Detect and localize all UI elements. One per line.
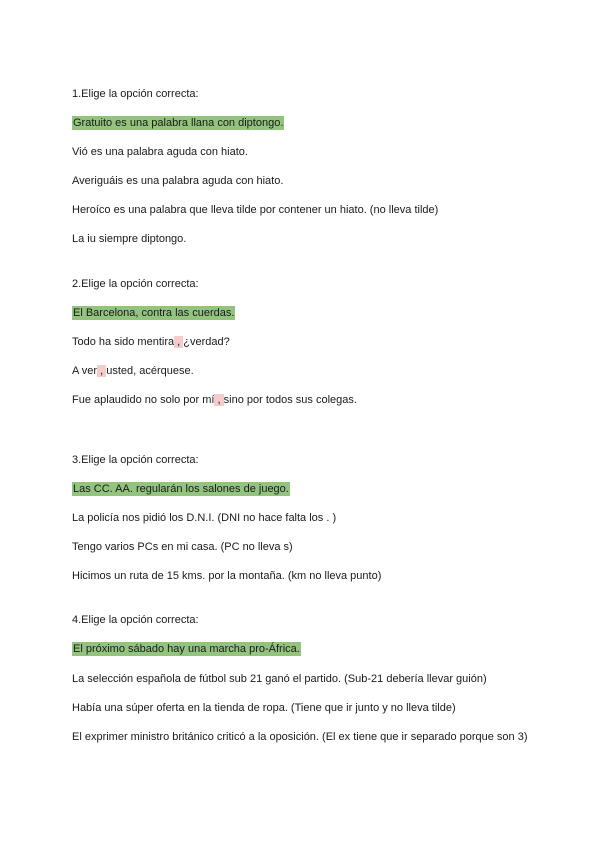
question-1-option: Averiguáis es una palabra aguda con hiato. [72,175,284,187]
comma-highlight: , [214,394,224,406]
question-4-correct-option [72,642,301,657]
question-2-correct-option [72,306,235,321]
question-4-title: 4.Elige la opción correcta: [72,614,199,626]
question-3-option: Hicimos un ruta de 15 kms. por la montaña. (km no lleva punto) [72,570,382,582]
question-1-correct-option [72,116,284,131]
question-2-title: 2.Elige la opción correcta: [72,278,199,290]
question-4-option: El exprimer ministro británico criticó a la oposición. (El ex tiene que ir separado porque son 3) [72,731,528,743]
question-2-option [72,364,194,379]
option-text: ¿verdad? [183,336,230,348]
question-1-title: 1.Elige la opción correcta: [72,88,199,100]
question-2-option [72,335,230,350]
correct-answer-highlight: Gratuito es una palabra llana con diptongo. [73,117,284,129]
option-text: sino por todos sus colegas. [223,394,357,406]
question-1-option: Vió es una palabra aguda con hiato. [72,146,248,158]
question-4-option: Había una súper oferta en la tienda de ropa. (Tiene que ir junto y no lleva tilde) [72,702,456,714]
question-2-option [72,393,357,408]
question-3-title: 3.Elige la opción correcta: [72,454,199,466]
correct-answer-highlight: Las CC. AA. regularán los salones de juego. [73,483,289,495]
question-3-option: La policía nos pidió los D.N.I. (DNI no hace falta los . ) [72,512,337,524]
option-text: A ver [72,365,98,377]
correct-answer-highlight: El Barcelona, contra las cuerdas. [73,307,235,319]
question-4-option: La selección española de fútbol sub 21 ganó el partido. (Sub-21 debería llevar guión) [72,673,487,685]
question-3-option: Tengo varios PCs en mi casa. (PC no lleva s) [72,541,293,553]
question-1-option: Heroíco es una palabra que lleva tilde por contener un hiato. (no lleva tilde) [72,204,439,216]
option-text: usted, acérquese. [106,365,194,377]
question-1-option: La iu siempre diptongo. [72,233,187,245]
option-text: Todo ha sido mentira [72,336,175,348]
correct-answer-highlight: El próximo sábado hay una marcha pro-África. [73,643,300,655]
comma-highlight: , [174,336,184,348]
question-3-correct-option [72,482,290,497]
comma-highlight: , [97,365,107,377]
option-text: Fue aplaudido no solo por mí [72,394,215,406]
